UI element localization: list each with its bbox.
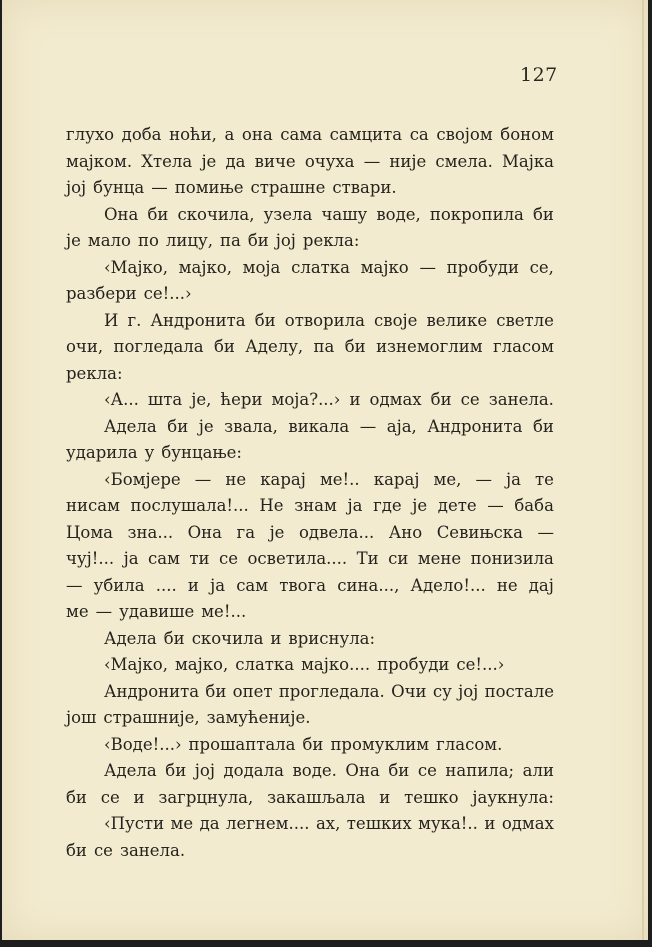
word: би [213, 337, 235, 356]
word: Не [259, 496, 284, 515]
word: Хтела [141, 151, 193, 171]
word: пробуди [446, 257, 519, 277]
word: гласом [492, 337, 554, 356]
word: карај [260, 469, 306, 489]
word: би [163, 628, 185, 648]
word: се [100, 787, 120, 807]
word: се!...› [143, 284, 192, 303]
word: сам [148, 549, 180, 568]
word: напила; [445, 761, 515, 780]
word: шта [147, 390, 183, 409]
word: слатка [235, 655, 295, 674]
word: велике [426, 310, 488, 330]
word: — [363, 151, 381, 171]
word: Андронита [427, 416, 523, 436]
word: јој [275, 231, 296, 250]
word: помиње [174, 178, 244, 197]
word: аја, [386, 416, 417, 436]
word: дете [437, 496, 477, 515]
word: сина..., [337, 575, 400, 595]
word: чашу [321, 204, 368, 224]
word: удавише [119, 602, 195, 621]
word: су [432, 681, 452, 701]
word: и [379, 787, 391, 807]
word: мајко [360, 257, 409, 277]
word: а [224, 125, 235, 144]
word: ме!... [201, 602, 247, 621]
word: моја [242, 257, 281, 277]
word: ти [189, 549, 210, 568]
word: одвела... [298, 522, 375, 542]
word: боном [500, 125, 554, 144]
word: ме [170, 814, 194, 833]
word: викала [288, 416, 350, 436]
word: отворила [284, 310, 365, 330]
word: воде, [376, 204, 421, 224]
word: ‹Воде!...› [104, 734, 182, 754]
word: је, [191, 390, 212, 409]
word: гласом. [436, 734, 503, 754]
word: Ти [356, 549, 379, 568]
word: сам [236, 575, 269, 595]
word: изнемоглим [376, 337, 483, 356]
word: погледала [113, 337, 204, 356]
word: мало [87, 231, 131, 250]
word: је [66, 231, 81, 250]
text-line [66, 573, 554, 600]
word: није [389, 151, 427, 171]
word: се [93, 840, 113, 860]
word: не [225, 469, 247, 489]
word: ‹Пусти [104, 814, 165, 833]
word: — [66, 575, 83, 595]
word: рекла: [302, 231, 360, 250]
book-page [2, 0, 648, 940]
body-text [66, 122, 554, 864]
word: послушала!... [130, 496, 249, 515]
word: ноћи, [169, 125, 217, 144]
word: — [537, 522, 554, 542]
word: још [66, 708, 97, 727]
word: промуклим [330, 734, 430, 754]
text-line [66, 785, 554, 812]
word: Аделу, [245, 337, 304, 356]
text-line [66, 467, 554, 494]
word: јој [458, 681, 479, 701]
word: би [167, 416, 189, 436]
word: је [198, 416, 214, 436]
word: се [219, 549, 239, 568]
word: јаукнула: [472, 787, 554, 807]
word: карај [373, 469, 420, 489]
word: би [205, 681, 227, 701]
word: — [151, 178, 168, 197]
word: Она [345, 761, 380, 780]
word: скочила [191, 628, 264, 648]
word: сама [280, 125, 323, 144]
word: по [137, 231, 159, 250]
word: тешких [346, 814, 412, 833]
word: глухо [66, 125, 115, 144]
word: Очи [391, 681, 427, 701]
text-line [66, 122, 554, 149]
word: — [95, 602, 113, 621]
text-line [66, 149, 554, 176]
word: Адела [104, 416, 157, 436]
word: светле [496, 310, 554, 330]
word: би [388, 761, 410, 780]
word: мене [417, 549, 462, 568]
word: па [219, 231, 241, 250]
text-line [66, 308, 554, 335]
text-line [66, 334, 554, 361]
word: додала [223, 761, 284, 780]
word: ударила [66, 443, 138, 462]
word: ‹Бомјере [104, 469, 181, 489]
word: бунца [93, 178, 145, 197]
text-line [66, 202, 554, 229]
word: одмах [369, 390, 422, 409]
word: знам [294, 496, 337, 515]
word: је [201, 151, 217, 171]
word: јој [194, 761, 215, 780]
word: загрцнула, [158, 787, 254, 807]
word: осветила.... [247, 549, 348, 568]
word: се!...› [456, 655, 505, 674]
word: у [144, 443, 155, 462]
word: узела [263, 204, 313, 224]
word: вриснула: [288, 628, 376, 648]
word: закашљала [267, 787, 366, 807]
word: баба [514, 496, 554, 515]
word: — [359, 416, 377, 436]
word: ‹Мајко, [104, 257, 168, 277]
text-line [66, 758, 554, 785]
word: тешко [404, 787, 459, 807]
word: би [430, 390, 452, 409]
word: занела. [488, 390, 554, 409]
word: би [302, 734, 324, 754]
word: ме, [433, 469, 462, 489]
word: доба [121, 125, 162, 144]
word: убила [93, 575, 145, 595]
word: не [496, 575, 518, 595]
word: — [487, 496, 504, 515]
word: ‹А... [104, 390, 139, 409]
word: моја?...› [271, 390, 341, 409]
word: она [241, 125, 273, 144]
word: си [388, 549, 409, 568]
word: страшније, [103, 708, 200, 727]
word: смела. [435, 151, 493, 171]
word: ја [123, 549, 139, 568]
word: би [344, 337, 366, 356]
word: рекла: [66, 363, 123, 383]
word: јој [66, 178, 87, 197]
word: ја [506, 469, 521, 489]
word: Севињска [436, 522, 523, 542]
word: — [475, 469, 492, 489]
text-line [66, 255, 554, 282]
word: да [225, 151, 246, 171]
text-line [66, 175, 554, 202]
word: прогледала. [278, 681, 385, 701]
page-number: 127 [520, 64, 558, 86]
word: постале [484, 681, 554, 701]
word: и [270, 628, 282, 648]
text-line [66, 652, 554, 679]
word: и [349, 390, 361, 409]
word: би [254, 310, 276, 330]
word: понизила [470, 549, 554, 568]
word: нисам [66, 496, 120, 515]
word: па [313, 337, 335, 356]
text-line [66, 281, 554, 308]
text-line [66, 493, 554, 520]
word: скочила, [177, 204, 255, 224]
word: мајко, [178, 257, 232, 277]
word: ‹Мајко, [104, 655, 168, 674]
word: одмах [501, 814, 554, 833]
word: Адела [104, 761, 157, 780]
word: Она [104, 204, 139, 224]
text-line [66, 838, 554, 865]
word: воде. [292, 761, 337, 780]
word: са [409, 125, 429, 144]
text-line [66, 811, 554, 838]
word: ја [347, 496, 363, 515]
word: Мајка [502, 151, 554, 171]
word: се [417, 761, 437, 780]
word: ах, [315, 814, 341, 833]
word: — [194, 469, 212, 489]
word: мајко.... [301, 655, 371, 674]
word: замућеније. [206, 708, 311, 727]
word: би [533, 204, 554, 224]
text-line [66, 546, 554, 573]
word: дај [528, 575, 554, 595]
word: је [269, 522, 285, 542]
word: ја [210, 575, 226, 595]
word: очи, [66, 337, 104, 356]
text-line [66, 228, 554, 255]
page-edge [642, 0, 644, 940]
word: своје [374, 310, 418, 330]
word: прошаптала [188, 734, 296, 754]
word: ћери [220, 390, 263, 409]
word: И [104, 310, 119, 330]
text-line [66, 520, 554, 547]
word: Андронита [150, 310, 246, 330]
text-line [66, 679, 554, 706]
word: самцита [329, 125, 403, 144]
word: ме [66, 602, 89, 621]
word: би [165, 761, 187, 780]
word: мука!.. [418, 814, 478, 833]
word: .... [155, 575, 177, 595]
word: се [460, 390, 480, 409]
word: мајком. [66, 151, 133, 171]
word: легнем.... [226, 814, 310, 833]
word: и [133, 787, 145, 807]
word: мајко, [174, 655, 229, 674]
word: Ано [388, 522, 423, 542]
word: слатка [291, 257, 350, 277]
word: лицу, [165, 231, 213, 250]
word: покропила [429, 204, 524, 224]
word: где [373, 496, 402, 515]
word: Адело!... [410, 575, 486, 595]
text-line [66, 414, 554, 441]
word: опет [232, 681, 273, 701]
word: очуха [304, 151, 355, 171]
word: али [522, 761, 554, 780]
word: би [66, 840, 87, 860]
word: Она [187, 522, 223, 542]
word: г. [127, 310, 142, 330]
word: занела. [119, 840, 186, 860]
word: је [412, 496, 428, 515]
word: би [532, 416, 554, 436]
word: — [419, 257, 436, 277]
text-line [66, 626, 554, 653]
word: би [247, 231, 269, 250]
word: га [236, 522, 256, 542]
text-line [66, 599, 554, 626]
word: пробуди [377, 655, 450, 674]
word: Андронита [104, 681, 200, 701]
word: би [66, 787, 87, 807]
word: виче [254, 151, 296, 171]
text-line [66, 440, 554, 467]
word: зна... [127, 522, 174, 542]
word: разбери [66, 284, 137, 303]
word: ствари. [332, 178, 397, 197]
word: твога [279, 575, 327, 595]
word: и [484, 814, 496, 833]
word: својом [436, 125, 493, 144]
text-line [66, 732, 554, 759]
word: те [535, 469, 554, 489]
word: звала, [224, 416, 278, 436]
word: би [147, 204, 169, 224]
text-line [66, 387, 554, 414]
word: Цома [66, 522, 113, 542]
word: да [199, 814, 220, 833]
word: и [187, 575, 199, 595]
word: ме!.. [319, 469, 360, 489]
word: Адела [104, 628, 157, 648]
text-line [66, 705, 554, 732]
word: бунцање: [161, 443, 242, 462]
word: страшне [250, 178, 326, 197]
word: се, [529, 257, 554, 277]
text-line [66, 361, 554, 388]
word: чуј!... [66, 549, 115, 568]
